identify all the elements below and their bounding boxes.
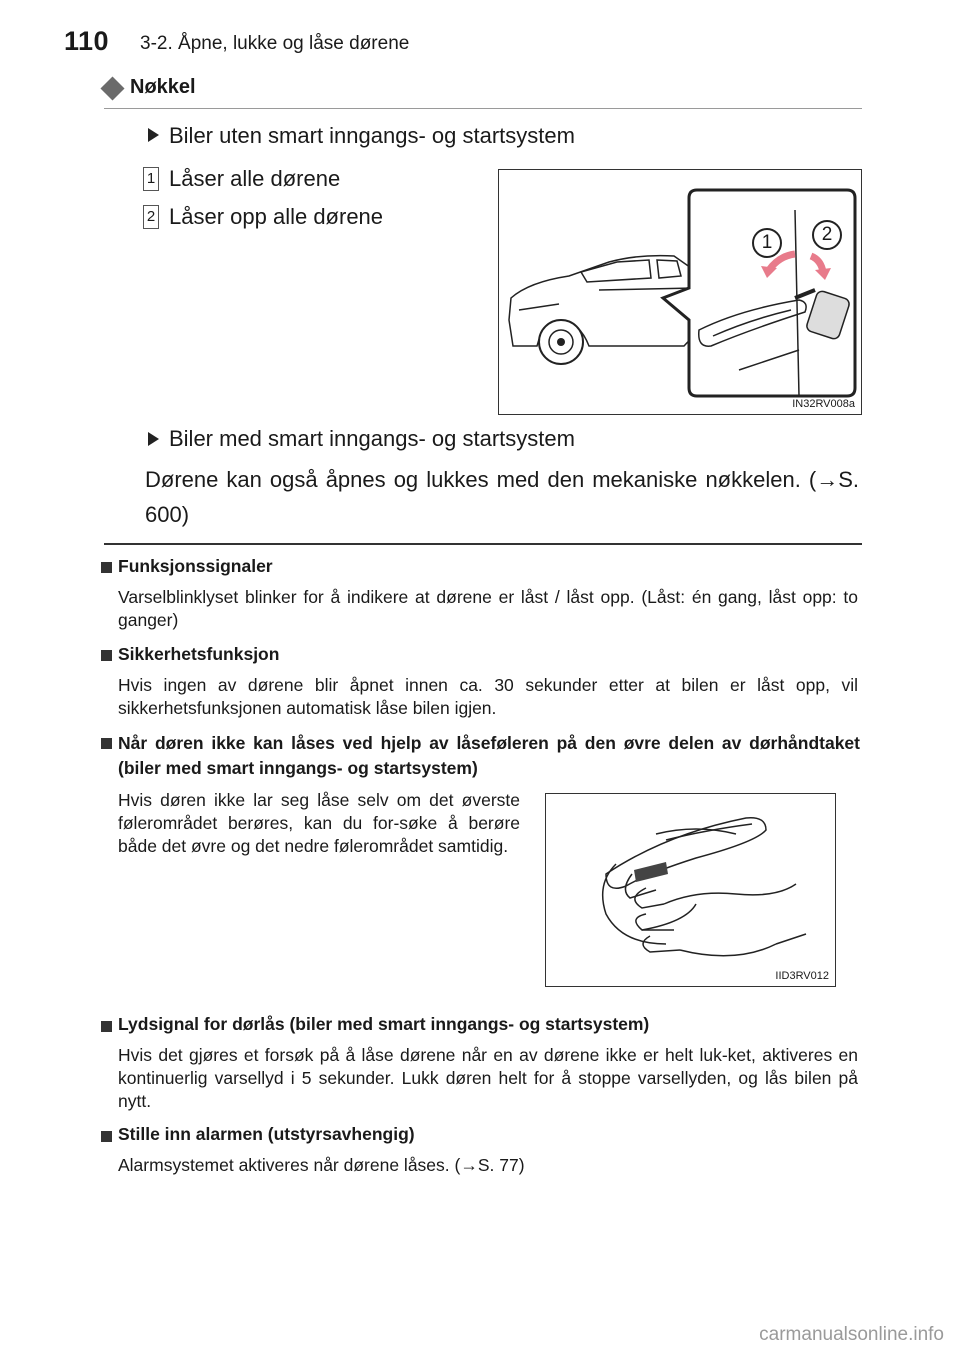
page-number: 110 bbox=[64, 26, 110, 56]
square-bullet-icon bbox=[101, 650, 112, 661]
no-smart-heading: Biler uten smart inngangs- og startsystem bbox=[169, 123, 575, 148]
note-body: Hvis det gjøres et forsøk på å låse dørene når en av dørene ikke er helt luk-ket, aktiveres en kontinuerlig varsellyd i 5 sekunder. Lukk døren helt for å stoppe varsellyden, og lås bilen på nytt. bbox=[118, 1045, 858, 1111]
note-title: Sikkerhetsfunksjon bbox=[118, 644, 280, 664]
car-key-illustration bbox=[499, 170, 861, 414]
watermark: carmanualsonline.info bbox=[759, 1324, 944, 1345]
door-handle-figure bbox=[545, 793, 836, 987]
square-bullet-icon bbox=[101, 1131, 112, 1142]
note-body: Hvis ingen av dørene blir åpnet innen ca. 30 sekunder etter at bilen er låst opp, vil sikkerhetsfunksjonen automatisk låse bilen igjen. bbox=[118, 675, 858, 718]
smart-text: Dørene kan også åpnes og lukkes med den mekaniske nøkkelen. (→S. 600) bbox=[145, 467, 859, 527]
figure-code: IID3RV012 bbox=[775, 970, 829, 982]
step-label-2: Låser opp alle dørene bbox=[169, 204, 384, 229]
figure-code: IN32RV008a bbox=[792, 398, 855, 410]
note-title: Når døren ikke kan låses ved hjelp av låseføleren på den øvre delen av dørhåndtaket (biler med smart inngangs- og startsystem) bbox=[118, 733, 860, 778]
triangle-bullet-icon bbox=[148, 128, 159, 142]
key-lock-figure bbox=[498, 169, 862, 415]
smart-heading: Biler med smart inngangs- og startsystem bbox=[169, 426, 575, 451]
triangle-bullet-icon bbox=[148, 432, 159, 446]
note-title: Funksjonssignaler bbox=[118, 556, 273, 576]
figure-callout-2: 2 bbox=[812, 220, 842, 250]
section-divider bbox=[104, 108, 862, 109]
step-label-1: Låser alle dørene bbox=[169, 166, 341, 191]
note-title: Stille inn alarmen (utstyrsavhengig) bbox=[118, 1124, 415, 1144]
step-number-1: 1 bbox=[143, 167, 159, 191]
step-number-2: 2 bbox=[143, 205, 159, 229]
square-bullet-icon bbox=[101, 1021, 112, 1032]
figure-callout-1: 1 bbox=[752, 228, 782, 258]
hand-handle-illustration bbox=[546, 794, 835, 986]
note-title: Lydsignal for dørlås (biler med smart inngangs- og startsystem) bbox=[118, 1014, 650, 1034]
note-body: Hvis døren ikke lar seg låse selv om det øverste følerområdet berøres, kan du for-søke å berøre både det øvre og det nedre følerområdet samtidig. bbox=[118, 790, 520, 856]
chapter-title: 3-2. Åpne, lukke og låse dørene bbox=[140, 33, 410, 54]
square-bullet-icon bbox=[101, 738, 112, 749]
note-body: Varselblinklyset blinker for å indikere at dørene er låst / låst opp. (Låst: én gang, låst opp: to ganger) bbox=[118, 587, 858, 630]
square-bullet-icon bbox=[101, 562, 112, 573]
diamond-icon bbox=[100, 76, 124, 100]
section-title: Nøkkel bbox=[130, 76, 196, 98]
section-divider bbox=[104, 543, 862, 545]
note-body: Alarmsystemet aktiveres når dørene låses. (→S. 77) bbox=[118, 1155, 525, 1175]
